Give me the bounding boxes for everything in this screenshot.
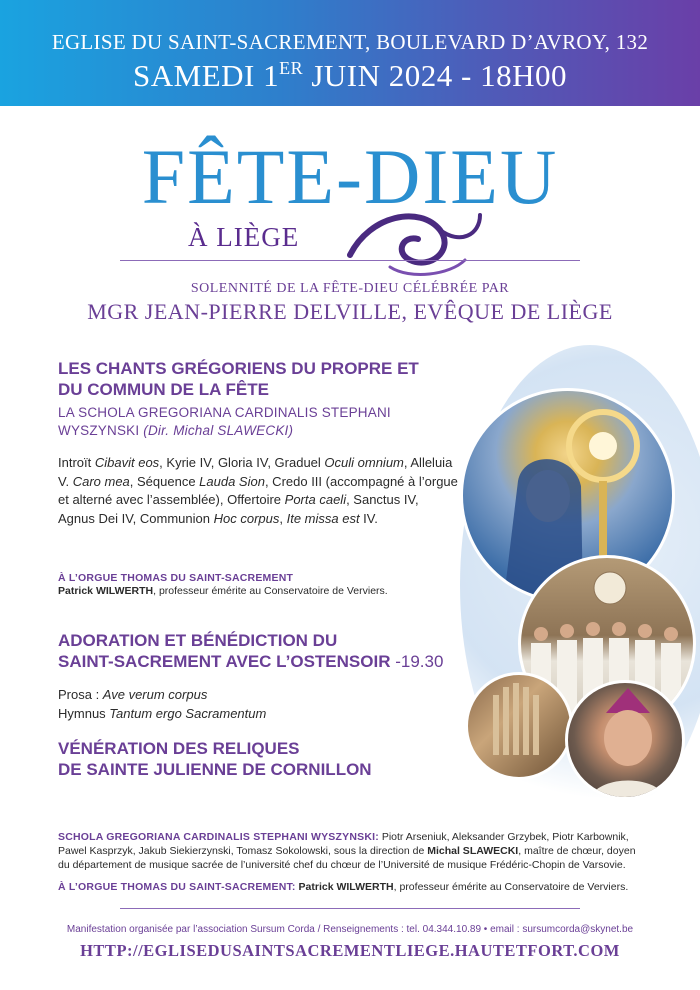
program-text: , Credo III (accompagné à l’orgue et alterné avec l’assemblée), Offertoire [58,473,458,507]
prosa-line [58,686,458,705]
section-title-line1: ADORATION ET BÉNÉDICTION DU [58,631,338,650]
credits-schola-members: Piotr Arseniuk, Aleksander Grzybek, Piotr Karbownik, Pawel Kasprzyk, Jakub Siekierzynski, Tomasz Sokolowski, sous la direction de [58,831,629,857]
schola-director: (Dir. Michal SLAWECKI) [143,423,294,438]
website-link[interactable]: HTTP://EGLISEDUSAINTSACREMENTLIEGE.HAUTETFORT.COM [80,941,620,960]
venue-address: EGLISE DU SAINT-SACREMENT, BOULEVARD D’AVROY, 132 [51,30,649,54]
section-title-line2: DE SAINTE JULIENNE DE CORNILLON [58,760,372,779]
section-title-text: SAINT-SACREMENT AVEC L’OSTENSOIR [58,652,391,671]
program-italic: Lauda Sion [199,473,265,489]
photo-bishop [565,680,685,800]
organ-credits [58,880,648,894]
credits-director-desc: , maître de chœur, doyen du département de musique sacrée de l’université chef du chœur de l’Université de musique Frédéric-Chopin de Varsovie. [58,845,636,871]
event-subtitle: À LIÈGE [188,222,300,252]
adoration-time: -19.30 [390,652,444,671]
date-suffix: JUIN 2024 - 18H00 [303,58,567,93]
program-text: , Sanctus IV, Agnus Dei IV, Communion [58,492,419,526]
title-divider [120,260,580,261]
program-italic: Hoc corpus [213,510,280,526]
hymnus-line [58,705,458,724]
program-italic: Porta caeli [284,492,347,507]
organ-heading: À L’ORGUE THOMAS DU SAINT-SACREMENT [58,572,294,584]
program-italic: Cibavit eos [94,455,160,470]
hymnus-title: Tantum ergo Sacramentum [109,705,267,721]
program-list [58,454,458,528]
section-title-line1: VÉNÉRATION DES RELIQUES [58,739,300,758]
credits-director: Michal SLAWECKI [427,845,519,857]
schola-name-line1: LA SCHOLA GREGORIANA CARDINALIS STEPHANI [58,405,391,420]
schola-ensemble [58,404,458,440]
header-band [0,0,700,106]
credits-organ-heading: À L’ORGUE THOMAS DU SAINT-SACREMENT: [58,881,296,893]
section-title-line2: DU COMMUN DE LA FÊTE [58,380,269,399]
schola-name-line2 [58,422,458,440]
prosa-title: Ave verum corpus [102,687,208,702]
schola-name: WYSZYNSKI [58,423,140,438]
organist-line [58,584,458,598]
footer-divider [120,908,580,909]
organist-description: , professeur émérite au Conservatoire de Verviers. [153,585,388,597]
section-title-line2 [58,651,458,672]
organist-block [58,572,458,598]
program-italic: Oculi omnium [324,455,404,470]
bishop-portrait-icon [568,683,685,800]
event-date [0,58,700,94]
section-relics [58,738,458,780]
program-italic: Caro mea [72,473,130,489]
date-superscript: ER [279,58,304,78]
section-title-line1: LES CHANTS GRÉGORIENS DU PROPRE ET [58,359,419,378]
celebrant-name: MGR JEAN-PIERRE DELVILLE, EVÊQUE DE LIÈGE [87,299,613,324]
program-text: , Kyrie IV, Gloria IV, Graduel [159,455,325,470]
credits-schola-heading: SCHOLA GREGORIANA CARDINALIS STEPHANI WYSZYNSKI: [58,831,379,843]
event-title: FÊTE-DIEU [141,133,559,220]
program-italic: Ite missa est [286,510,360,526]
program-text: , Séquence [129,473,200,489]
schola-credits [58,830,648,872]
program-text: , Alleluia V. [58,455,453,489]
credits-organist-desc: , professeur émérite au Conservatoire de Verviers. [393,881,629,893]
credits-organist: Patrick WILWERTH [295,881,394,893]
program-text: , [279,510,287,526]
prosa-label: Prosa : [58,687,103,702]
program-text: Introït [58,455,95,470]
date-prefix: SAMEDI 1 [133,58,280,93]
section-gregorian-chants [58,358,458,400]
solemnity-line: SOLENNITÉ DE LA FÊTE-DIEU CÉLÉBRÉE PAR [190,281,510,296]
organist-name: Patrick WILWERTH [58,585,154,597]
footer-info: Manifestation organisée par l’association Sursum Corda / Renseignements : tel. 04.344.10.89 • email : sursumcorda@skynet.be [66,924,634,935]
program-text: IV. [359,510,378,526]
hymnus-label: Hymnus [58,705,110,721]
section-adoration [58,630,458,672]
ornament-swirl-icon [330,175,490,285]
photo-organ [465,672,573,780]
adoration-program [58,686,458,723]
